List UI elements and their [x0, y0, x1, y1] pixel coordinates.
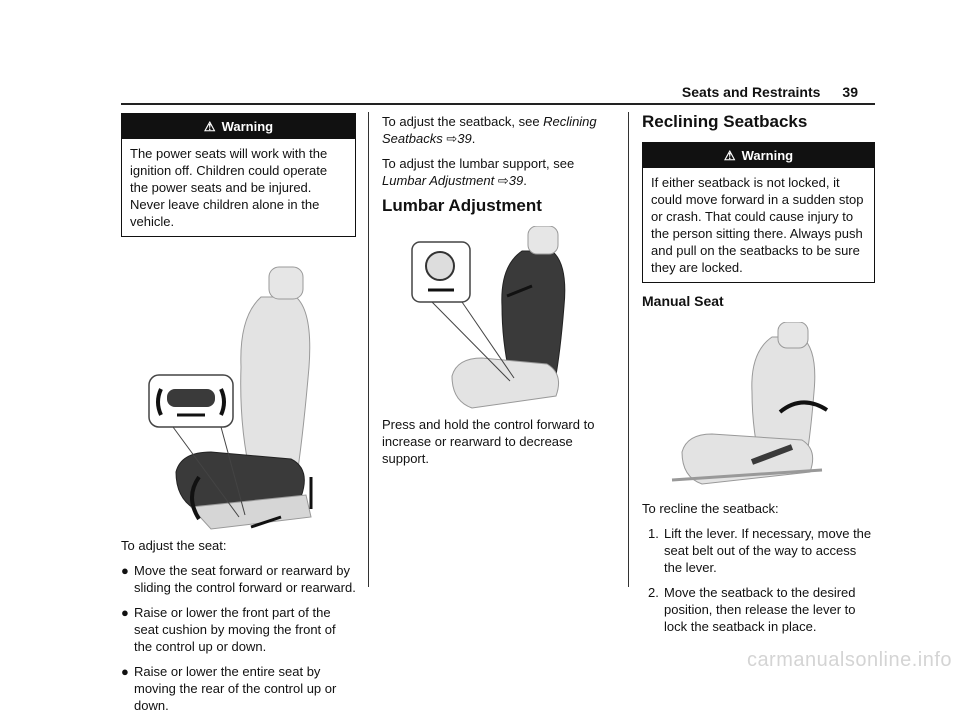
- list-item: [121, 663, 356, 714]
- crossref-link-lumbar[interactable]: Lumbar Adjustment: [382, 173, 495, 188]
- lumbar-crossref: [382, 155, 614, 189]
- page-number: 39: [842, 84, 858, 100]
- seatback-crossref: [382, 113, 614, 147]
- adjust-seat-intro: To adjust the seat:: [121, 538, 227, 553]
- section-title: Seats and Restraints: [681, 84, 821, 100]
- manual-seat-subheading: Manual Seat: [642, 293, 724, 309]
- warning-text: The power seats will work with the ignition off. Children could operate the power seats and be injured. Never leave children alone in the vehicle.: [130, 146, 328, 229]
- warning-text: If either seatback is not locked, it could move forward in a sudden stop or crash. That could cause injury to the person sitting there. Always push and pull on the seatbacks to be sure they are locked.: [651, 175, 864, 275]
- right-column: [642, 113, 875, 643]
- list-item: [121, 604, 356, 655]
- step-text: Lift the lever. If necessary, move the seat belt out of the way to access the lever.: [664, 526, 872, 575]
- crossref-text: To adjust the lumbar support, see: [382, 156, 575, 171]
- crossref-page[interactable]: 39: [457, 131, 472, 146]
- crossref-link-reclining[interactable]: Reclining Seatbacks: [382, 114, 597, 146]
- warning-icon: ⚠: [203, 119, 216, 134]
- list-item-text: Raise or lower the front part of the seat cushion by moving the front of the control up or down.: [134, 605, 336, 654]
- running-header: [682, 84, 858, 100]
- column-divider-2: [628, 112, 629, 587]
- warning-box-power-seats: [121, 113, 356, 237]
- list-item: [648, 584, 875, 635]
- reclining-heading: Reclining Seatbacks: [642, 112, 808, 131]
- recline-intro: To recline the seatback:: [642, 501, 779, 516]
- warning-title: Warning: [221, 119, 274, 134]
- bullet-icon: ●: [121, 664, 129, 679]
- step-number: 1.: [648, 526, 659, 541]
- warning-bar: [643, 143, 874, 168]
- watermark: carmanualsonline.info: [746, 649, 952, 671]
- bullet-icon: ●: [121, 605, 129, 620]
- recline-steps: [642, 525, 875, 635]
- crossref-text: To adjust the seatback, see: [382, 114, 540, 129]
- crossref-end: .: [471, 131, 476, 146]
- lumbar-instructions: Press and hold the control forward to increase or rearward to decrease support.: [382, 417, 595, 466]
- warning-box-seatback: [642, 142, 875, 283]
- middle-column: [382, 113, 614, 475]
- warning-bar: [122, 114, 355, 139]
- warning-title: Warning: [741, 148, 794, 163]
- manual-seat-illustration: [642, 322, 875, 500]
- list-item-text: Move the seat forward or rearward by sliding the control forward or rearward.: [134, 563, 356, 595]
- list-item: [648, 525, 875, 576]
- adjust-seat-list: [121, 562, 356, 714]
- bullet-icon: ●: [121, 563, 129, 578]
- lumbar-heading: Lumbar Adjustment: [382, 196, 542, 215]
- column-divider-1: [368, 112, 369, 587]
- warning-icon: ⚠: [723, 148, 736, 163]
- crossref-end: .: [523, 173, 527, 188]
- left-column: [121, 113, 356, 722]
- power-seat-illustration: [121, 237, 356, 537]
- step-number: 2.: [648, 585, 659, 600]
- header-rule: [121, 103, 875, 105]
- page-ref-icon: ⇨: [446, 131, 458, 146]
- list-item-text: Raise or lower the entire seat by moving the rear of the control up or down.: [134, 664, 337, 713]
- list-item: [121, 562, 356, 596]
- lumbar-illustration: [382, 226, 614, 416]
- page-ref-icon: ⇨: [497, 173, 509, 188]
- crossref-page[interactable]: 39: [508, 173, 524, 188]
- step-text: Move the seatback to the desired position, then release the lever to lock the seatback in place.: [664, 585, 856, 634]
